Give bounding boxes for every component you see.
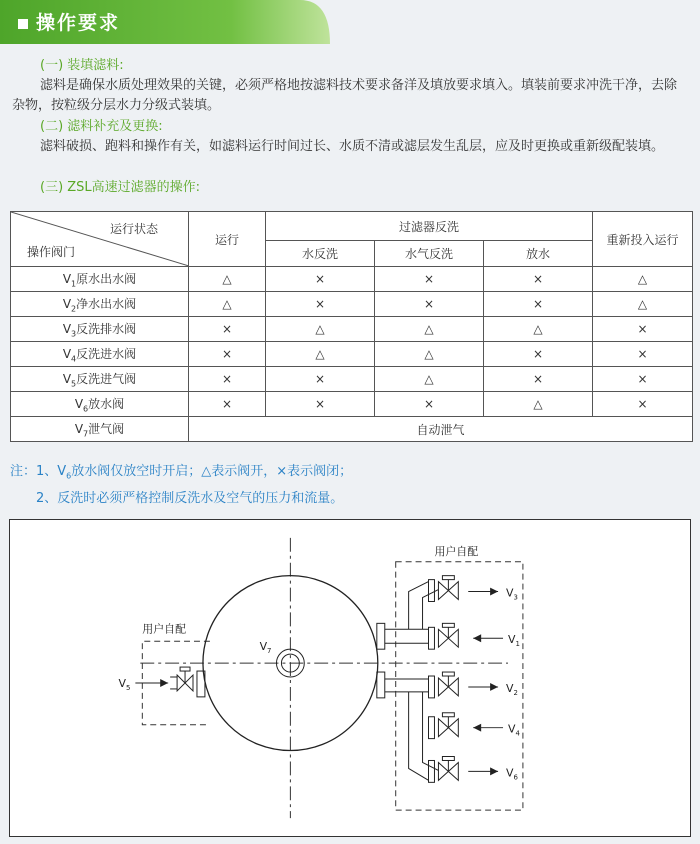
note-line-1: 注：1、$V_6$放水阀仅放空时开启；△表示阀开，×表示阀闭； (10, 464, 353, 481)
v4-label: $V_4$ (507, 722, 520, 738)
arrow-v5 (135, 679, 168, 687)
section-2 (0, 117, 700, 157)
v7-label: $V_7$ (259, 640, 272, 656)
operation-table (10, 211, 693, 442)
table-row (11, 367, 693, 392)
cell: △ (266, 317, 375, 342)
arrow-v4 (473, 724, 503, 732)
cell: △ (375, 367, 484, 392)
cell: × (593, 367, 693, 392)
notes (10, 461, 352, 510)
cell: × (484, 267, 593, 292)
user-config-box-top (396, 562, 523, 810)
cell: × (266, 292, 375, 317)
section-text: 滤料是确保水质处理效果的关键，必须严格地按滤料技术要求备洋及填放要求填入。填装前要求冲洗干净，去除杂物，按粒级分层水力分级式装填。 (12, 78, 678, 113)
section-heading: (一) 装填滤料: (40, 58, 124, 73)
cell: × (375, 292, 484, 317)
flange-lower (377, 672, 385, 698)
valve-name: $V_3$反洗排水阀 (11, 317, 189, 342)
cell: × (189, 367, 266, 392)
auto-vent-cell: 自动泄气 (189, 417, 693, 442)
arrow-v1 (473, 634, 503, 642)
cell: △ (484, 392, 593, 417)
user-config-label-top: 用户自配 (434, 544, 479, 558)
header-banner (0, 0, 700, 44)
subcol-water-backwash: 水反洗 (266, 241, 375, 267)
corner-top-label: 运行状态 (109, 222, 158, 236)
filter-diagram (9, 519, 691, 837)
cell: × (484, 342, 593, 367)
cell: △ (593, 292, 693, 317)
page-title: 操作要求 (18, 8, 120, 35)
cell: × (593, 317, 693, 342)
cell: × (266, 267, 375, 292)
section-3 (0, 178, 700, 198)
subcol-drain: 放水 (484, 241, 593, 267)
v6-label: $V_6$ (506, 766, 518, 782)
cell: × (189, 317, 266, 342)
table-row (11, 267, 693, 292)
valve-v6 (429, 757, 459, 783)
cell: × (484, 367, 593, 392)
v1-label: $V_1$ (507, 633, 520, 649)
section-heading: (三) ZSL高速过滤器的操作: (40, 180, 201, 195)
flange-upper (377, 623, 385, 649)
cell: △ (266, 342, 375, 367)
cell: × (266, 367, 375, 392)
arrow-v2 (468, 683, 498, 691)
v3-label: $V_3$ (506, 586, 518, 602)
subcol-airwater-backwash: 水气反洗 (375, 241, 484, 267)
section-1 (0, 56, 700, 116)
valve-v5 (170, 667, 205, 697)
user-config-label-left: 用户自配 (142, 622, 187, 636)
cell: △ (189, 267, 266, 292)
valve-v3 (429, 576, 459, 602)
valve-name: $V_4$反洗进水阀 (11, 342, 189, 367)
cell: △ (189, 292, 266, 317)
cell: × (593, 392, 693, 417)
valve-v2 (429, 672, 459, 698)
valve-name: $V_1$原水出水阀 (11, 267, 189, 292)
col-run: 运行 (189, 212, 266, 267)
valve-name: $V_7$泄气阀 (11, 417, 189, 442)
valve-v4 (429, 713, 459, 739)
bullet-icon (18, 19, 28, 29)
cell: × (593, 342, 693, 367)
table-row (11, 342, 693, 367)
section-heading: (二) 滤料补充及更换: (40, 119, 163, 134)
cell: × (484, 292, 593, 317)
cell: × (375, 392, 484, 417)
section-text: 滤料破损、跑料和操作有关，如滤料运行时间过长、水质不清或滤层发生乱层，应及时更换或重新级配装填。 (40, 139, 665, 154)
arrow-v3 (468, 588, 498, 596)
valve-name: $V_6$放水阀 (11, 392, 189, 417)
manifold-upper (409, 582, 439, 630)
corner-bottom-label: 操作阀门 (27, 245, 76, 259)
note-line-2: 2、反洗时必须严格控制反洗水及空气的压力和流量。 (36, 490, 344, 506)
arrow-v6 (468, 767, 498, 775)
v2-label: $V_2$ (506, 681, 518, 697)
table-row (11, 317, 693, 342)
valve-name: $V_2$净水出水阀 (11, 292, 189, 317)
cell: × (189, 392, 266, 417)
v5-label: $V_5$ (118, 676, 131, 692)
manifold-lower (409, 692, 439, 780)
cell: × (375, 267, 484, 292)
cell: × (189, 342, 266, 367)
table-row (11, 417, 693, 442)
table-row (11, 292, 693, 317)
valve-v1 (429, 623, 459, 649)
cell: △ (375, 342, 484, 367)
cell: × (266, 392, 375, 417)
cell: △ (484, 317, 593, 342)
corner-header (11, 212, 189, 267)
valve-name: $V_5$反洗进气阀 (11, 367, 189, 392)
col-restart: 重新投入运行 (593, 212, 693, 267)
table-row (11, 392, 693, 417)
cell: △ (375, 317, 484, 342)
cell: △ (593, 267, 693, 292)
col-backwash: 过滤器反洗 (266, 212, 593, 241)
